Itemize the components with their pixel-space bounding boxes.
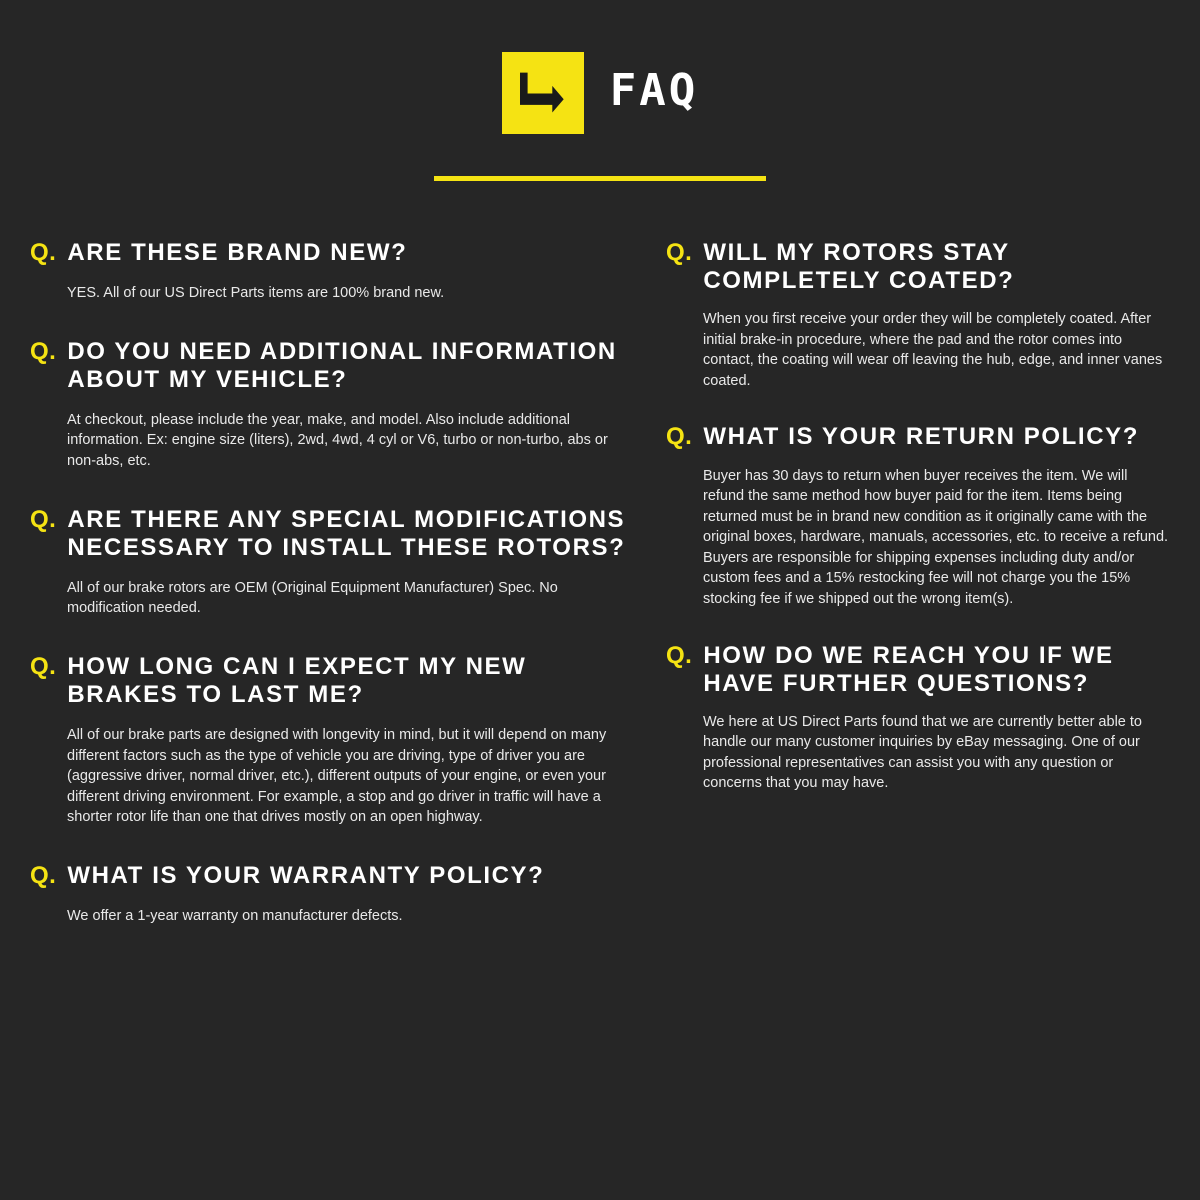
faq-question: DO YOU NEED ADDITIONAL INFORMATION ABOUT MY VEHICLE? xyxy=(67,337,617,393)
faq-item xyxy=(666,239,1172,391)
question-marker: Q. xyxy=(30,505,57,533)
header-divider-wrap xyxy=(0,176,1200,181)
question-marker: Q. xyxy=(30,861,57,889)
faq-question: ARE THERE ANY SPECIAL MODIFICATIONS NECESSARY TO INSTALL THESE ROTORS? xyxy=(67,505,626,561)
down-right-arrow-icon xyxy=(517,67,569,119)
faq-column-right xyxy=(666,239,1172,826)
faq-question-line xyxy=(30,506,636,562)
faq-answer: We offer a 1-year warranty on manufacturer defects. xyxy=(67,907,403,924)
faq-item xyxy=(666,423,1172,609)
faq-question: WHAT IS YOUR WARRANTY POLICY? xyxy=(67,861,545,889)
faq-answer: When you first receive your order they will be completely coated. After initial brake-in procedure, where the pad and the rotor comes into contact, the coating will wear off leaving the hub, edge, and inner vanes coated. xyxy=(703,311,1163,389)
question-marker: Q. xyxy=(666,423,693,451)
faq-answer: We here at US Direct Parts found that we are currently better able to handle our many customer inquiries by eBay messaging. One of our professional representatives can assist you with any question or concerns that you may have. xyxy=(703,713,1142,792)
faq-item xyxy=(30,239,636,304)
faq-answer: At checkout, please include the year, make, and model. Also include additional information. Ex: engine size (liters), 2wd, 4wd, 4 cyl or V6, turbo or non-turbo, abs or non-abs, etc. xyxy=(67,411,608,469)
faq-question: WILL MY ROTORS STAY COMPLETELY COATED? xyxy=(703,239,1015,295)
faq-answer: All of our brake rotors are OEM (Original Equipment Manufacturer) Spec. No modification needed. xyxy=(67,579,558,617)
question-marker: Q. xyxy=(30,652,57,680)
faq-question-line xyxy=(30,338,636,394)
faq-question-line xyxy=(666,239,1172,295)
faq-answer: YES. All of our US Direct Parts items are 100% brand new. xyxy=(67,285,445,302)
faq-item xyxy=(30,862,636,927)
faq-question-line xyxy=(666,423,1172,451)
faq-question: HOW LONG CAN I EXPECT MY NEW BRAKES TO LAST ME? xyxy=(67,652,527,708)
faq-item xyxy=(30,653,636,828)
question-marker: Q. xyxy=(666,239,693,266)
header-divider xyxy=(434,176,766,181)
faq-column-left xyxy=(30,239,666,927)
faq-question-line xyxy=(30,653,636,709)
page-header xyxy=(0,0,1200,134)
faq-question: HOW DO WE REACH YOU IF WE HAVE FURTHER QUESTIONS? xyxy=(703,641,1114,697)
faq-item xyxy=(666,642,1172,794)
faq-item xyxy=(30,506,636,619)
faq-question-line xyxy=(30,862,636,890)
question-marker: Q. xyxy=(30,337,57,365)
faq-columns xyxy=(0,239,1200,927)
page-title: FAQ xyxy=(609,65,699,116)
faq-question-line xyxy=(30,239,636,267)
faq-question: WHAT IS YOUR RETURN POLICY? xyxy=(703,423,1139,451)
faq-question-line xyxy=(666,642,1172,698)
faq-answer: Buyer has 30 days to return when buyer receives the item. We will refund the same method how buyer paid for the item. Items being returned must be in brand new condition as it originally came with the original boxes, hardware, manuals, accessories, etc. to receive a refund. Buyers are responsible for shipping expenses including duty and/or custom fees and a 15% restocking fee will not charge you the 15% stocking fee if we shipped out the wrong item(s). xyxy=(703,467,1169,608)
logo-badge xyxy=(502,52,584,134)
question-marker: Q. xyxy=(666,641,693,669)
faq-item xyxy=(30,338,636,472)
faq-question: ARE THESE BRAND NEW? xyxy=(67,239,408,266)
faq-answer: All of our brake parts are designed with longevity in mind, but it will depend on many different factors such as the type of vehicle you are driving, type of driver you are (aggressive driver, normal driver, etc.), different outputs of your engine, or even your different driving environment. For example, a stop and go driver in traffic will have a shorter rotor life than one that drives mostly on an open highway. xyxy=(67,727,607,826)
question-marker: Q. xyxy=(30,239,57,266)
